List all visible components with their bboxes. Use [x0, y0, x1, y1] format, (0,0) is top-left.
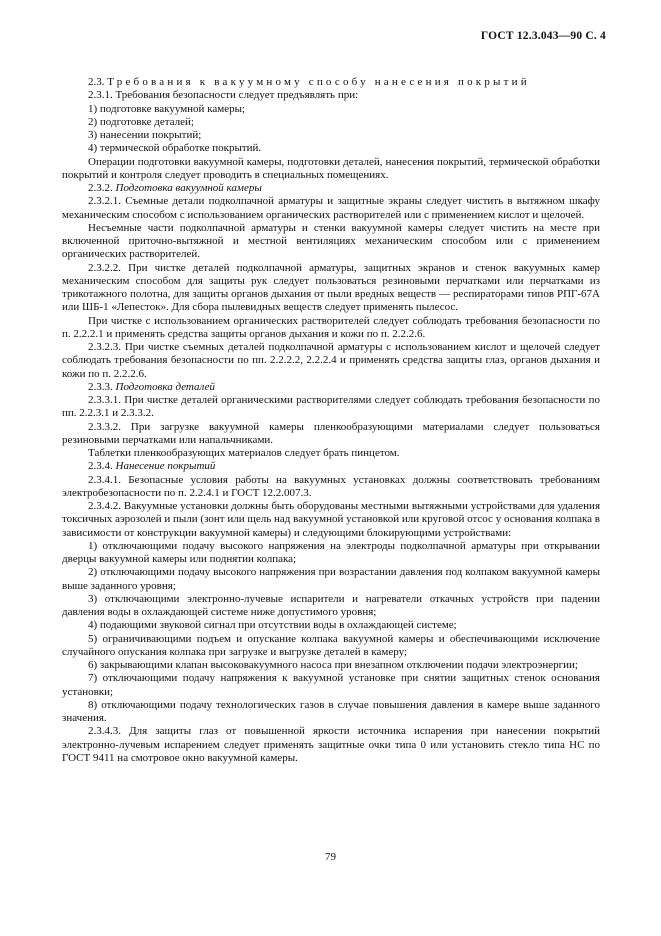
clause-2-3-1: 2.3.1. Требования безопасности следует предъявлять при: — [88, 89, 359, 102]
section-heading-2-3-4 — [62, 460, 600, 473]
section-heading-2-3-3 — [62, 381, 600, 394]
list-item: 4) подающими звуковой сигнал при отсутствии воды в охлаждающей системе; — [88, 619, 457, 632]
list-item: 6) закрывающими клапан высоковакуумного насоса при внезапном отключении подачи электроэнергии; — [88, 659, 578, 671]
page-header: ГОСТ 12.3.043—90 С. 4 — [480, 30, 606, 42]
clause-2-3-3-1: 2.3.3.1. При чистке деталей органическими растворителями следует соблюдать требования безопасности по пп. 2.2.3.1 и 2.3.3.2. — [62, 394, 600, 420]
section-heading-2-3 — [62, 76, 600, 89]
section-number: 2.3.2. — [88, 182, 113, 194]
clause-2-3-2-2: 2.3.2.2. При чистке деталей подколпачной арматуры, защитных экранов и стенок вакуумных камер механическим способом для защиты рук следует пользоваться резиновыми перчатками или перчатками из трикотажного полотна, для защиты органов дыхания от пыли вредных веществ — респираторами типов РПГ-67А или ШБ-1 «Лепесток». Для сбора пылевидных веществ следует применять пылесос. — [62, 261, 600, 314]
paragraph-organic-solvents: При чистке с использованием органических растворителей следует соблюдать требования безопасности по п. 2.2.2.1 и применять средства защиты органов дыхания и кожи по п. 2.2.2.6. — [62, 314, 600, 340]
section-number: 2.3. — [88, 76, 105, 88]
clause-2-3-4-2: 2.3.4.2. Вакуумные установки должны быть оборудованы местными вытяжными устройствами для удаления токсичных аэрозолей и пыли (зонт или щель над вакуумной установкой или круговой отсос у основания колпака в зависимости от конструкции вакуумной камеры) и следующими блокирующими устройствами: — [62, 500, 600, 539]
page-number: 79 — [325, 851, 336, 863]
section-title: Нанесение покрытий — [115, 460, 216, 473]
list-item: 3) нанесении покрытий; — [88, 129, 202, 141]
clause-2-3-4-3: 2.3.4.3. Для защиты глаз от повышенной яркости источника испарения при нанесении покрытий электронно-лучевым испарением следует применять защитные очки типа 0 или установить стекло типа НС по ГОСТ 9411 на смотровое окно вакуумной камеры. — [62, 725, 600, 764]
section-number: 2.3.3. — [88, 380, 113, 393]
section-heading-2-3-2 — [62, 182, 600, 195]
clause-2-3-4-1: 2.3.4.1. Безопасные условия работы на вакуумных установках должны соответствовать требованиям электробезопасности по п. 2.2.4.1 и ГОСТ 12.2.007.3. — [62, 473, 600, 499]
list-item: 5) ограничивающими подъем и опускание колпака вакуумной камеры и обеспечивающими исключение случайного опускания колпака при загрузке и выгрузке деталей в камеру; — [62, 632, 600, 658]
list-item: 1) подготовке вакуумной камеры; — [88, 102, 246, 115]
clause-2-3-3-2: 2.3.3.2. При загрузке вакуумной камеры пленкообразующими материалами следует пользоваться резиновыми перчатками или напальчниками. — [62, 420, 600, 446]
list-item: 1) отключающими подачу высокого напряжения на электроды подколпачной арматуры при открывании дверцы вакуумной камеры или поднятии колпака; — [62, 539, 600, 565]
section-number: 2.3.4. — [88, 460, 113, 473]
list-item: 2) подготовке деталей; — [88, 115, 194, 128]
list-item: 2) отключающими подачу высокого напряжения при возрастании давления под колпаком вакуумной камеры выше заданного уровня; — [62, 566, 600, 592]
section-title: Подготовка вакуумной камеры — [115, 182, 262, 194]
section-title: Требования к вакуумному способу нанесения покрытий — [107, 76, 530, 88]
clause-2-3-2-3: 2.3.2.3. При чистке съемных деталей подколпачной арматуры с использованием кислот и щелочей следует соблюдать требования безопасности по пп. 2.2.2.2, 2.2.2.4 и применять средства защиты глаз, органов дыхания и кожи по п. 2.2.2.6. — [62, 341, 600, 380]
list-item: 4) термической обработке покрытий. — [88, 142, 262, 155]
paragraph-tablets: Таблетки пленкообразующих материалов следует брать пинцетом. — [88, 447, 400, 459]
document-body — [62, 76, 600, 765]
paragraph-operations: Операции подготовки вакуумной камеры, подготовки деталей, нанесения покрытий, термической обработки покрытий и контроля следует проводить в специальных помещениях. — [62, 155, 600, 181]
paragraph-nonremovable-parts: Несъемные части подколпачной арматуры и стенки вакуумной камеры следует чистить на месте при включенной приточно-вытяжной и местной вентиляциях механическим способом или с применением органических растворителей. — [62, 221, 600, 261]
list-item: 3) отключающими электронно-лучевые испарители и нагреватели откачных устройств при падении давления воды в охлаждающей системе ниже допустимого уровня; — [62, 592, 600, 618]
section-title: Подготовка деталей — [115, 380, 215, 393]
clause-2-3-2-1: 2.3.2.1. Съемные детали подколпачной арматуры и защитные экраны следует чистить в вытяжном шкафу механическим способом с использованием органических растворителей или с применением кислот и щелочей. — [62, 195, 600, 221]
list-item: 8) отключающими подачу технологических газов в случае повышения давления в камере выше заданного значения. — [62, 698, 600, 724]
list-item: 7) отключающими подачу напряжения к вакуумной установке при снятии защитных стенок основания установки; — [62, 672, 600, 698]
